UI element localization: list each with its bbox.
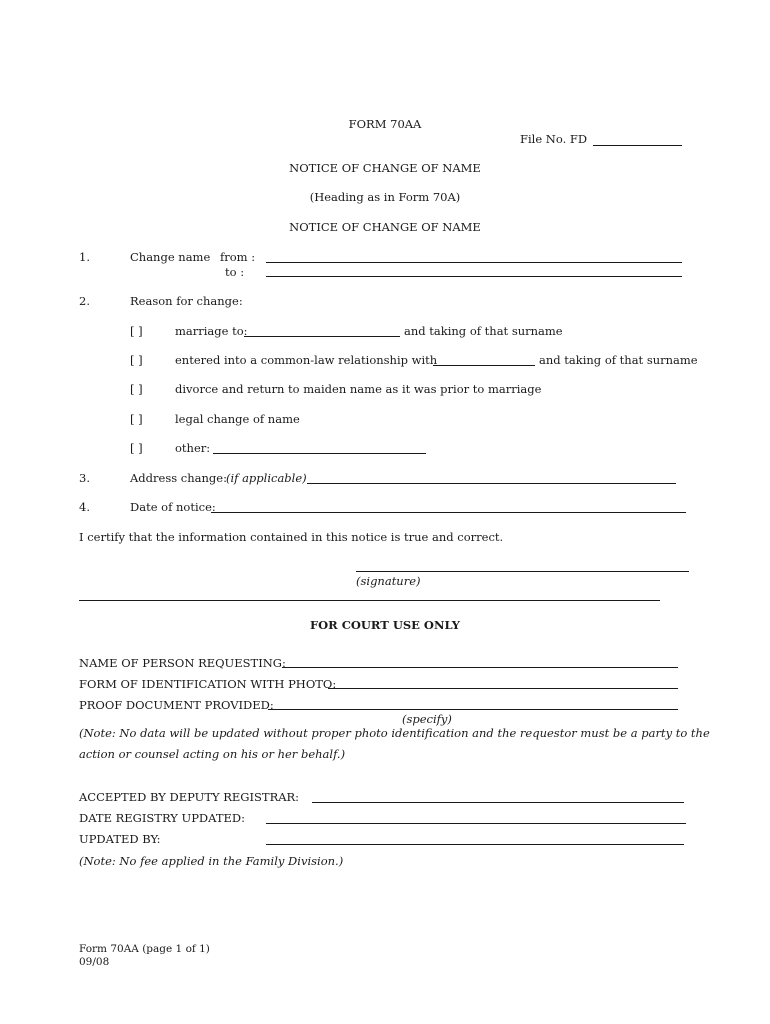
certification-statement: I certify that the information contained in this notice is true and correct. — [79, 530, 504, 544]
signature-label: (signature) — [356, 574, 421, 588]
date-registry-updated-field[interactable] — [266, 823, 686, 824]
footer-date-code: 09/08 — [79, 956, 110, 968]
address-change-label: Address change: — [130, 471, 227, 485]
file-no-label: File No. FD — [520, 132, 588, 146]
address-change-note: (if applicable) — [226, 471, 307, 485]
updated-by-label: UPDATED BY: — [79, 832, 161, 846]
checkbox-other[interactable]: [ ] — [130, 441, 143, 455]
reason-for-change-label: Reason for change: — [130, 294, 243, 308]
file-no-field[interactable] — [593, 145, 682, 146]
signature-field[interactable] — [356, 571, 689, 572]
from-name-field[interactable] — [266, 262, 682, 263]
checkbox-common-law[interactable]: [ ] — [130, 353, 143, 367]
notice-title-2: NOTICE OF CHANGE OF NAME — [289, 220, 481, 234]
section-4-number: 4. — [79, 500, 90, 514]
option-legal-change-label: legal change of name — [175, 412, 300, 426]
address-change-field[interactable] — [307, 483, 676, 484]
accepted-by-label: ACCEPTED BY DEPUTY REGISTRAR: — [79, 790, 300, 804]
from-label: from : — [220, 250, 256, 264]
accepted-by-field[interactable] — [312, 802, 684, 803]
date-of-notice-field[interactable] — [211, 512, 686, 513]
date-of-notice-label: Date of notice: — [130, 500, 216, 514]
photo-id-label: FORM OF IDENTIFICATION WITH PHOTO: — [79, 677, 337, 691]
option-common-law-suffix: and taking of that surname — [539, 353, 698, 367]
section-3-number: 3. — [79, 471, 90, 485]
proof-document-label: PROOF DOCUMENT PROVIDED: — [79, 698, 274, 712]
option-marriage-label: marriage to: — [175, 324, 248, 338]
to-name-field[interactable] — [266, 276, 682, 277]
id-note-line-2: action or counsel acting on his or her behalf.) — [79, 747, 346, 761]
option-divorce-label: divorce and return to maiden name as it was prior to marriage — [175, 382, 542, 396]
option-other-label: other: — [175, 441, 211, 455]
specify-label: (specify) — [402, 712, 452, 726]
other-reason-field[interactable] — [213, 453, 426, 454]
to-label: to : — [225, 265, 245, 279]
fee-note: (Note: No fee applied in the Family Division.) — [79, 854, 344, 868]
checkbox-marriage[interactable]: [ ] — [130, 324, 143, 338]
marriage-to-field[interactable] — [244, 336, 400, 337]
footer-page-label: Form 70AA (page 1 of 1) — [79, 943, 210, 955]
heading-note: (Heading as in Form 70A) — [309, 190, 461, 204]
section-divider — [79, 600, 660, 601]
updated-by-field[interactable] — [266, 844, 684, 845]
section-1-number: 1. — [79, 250, 90, 264]
checkbox-legal-change[interactable]: [ ] — [130, 412, 143, 426]
checkbox-divorce[interactable]: [ ] — [130, 382, 143, 396]
proof-document-field[interactable] — [268, 709, 678, 710]
option-common-law-label: entered into a common-law relationship with — [175, 353, 438, 367]
photo-id-field[interactable] — [328, 688, 678, 689]
common-law-partner-field[interactable] — [433, 365, 535, 366]
change-name-label: Change name — [130, 250, 211, 264]
date-registry-updated-label: DATE REGISTRY UPDATED: — [79, 811, 245, 825]
id-note-line-1: (Note: No data will be updated without proper photo identification and the requestor must be a party to the — [79, 726, 710, 740]
section-2-number: 2. — [79, 294, 90, 308]
name-requesting-field[interactable] — [282, 667, 678, 668]
court-use-title: FOR COURT USE ONLY — [309, 618, 461, 632]
notice-title-1: NOTICE OF CHANGE OF NAME — [289, 161, 481, 175]
form-title: FORM 70AA — [348, 117, 422, 131]
name-requesting-label: NAME OF PERSON REQUESTING: — [79, 656, 286, 670]
option-marriage-suffix: and taking of that surname — [404, 324, 563, 338]
